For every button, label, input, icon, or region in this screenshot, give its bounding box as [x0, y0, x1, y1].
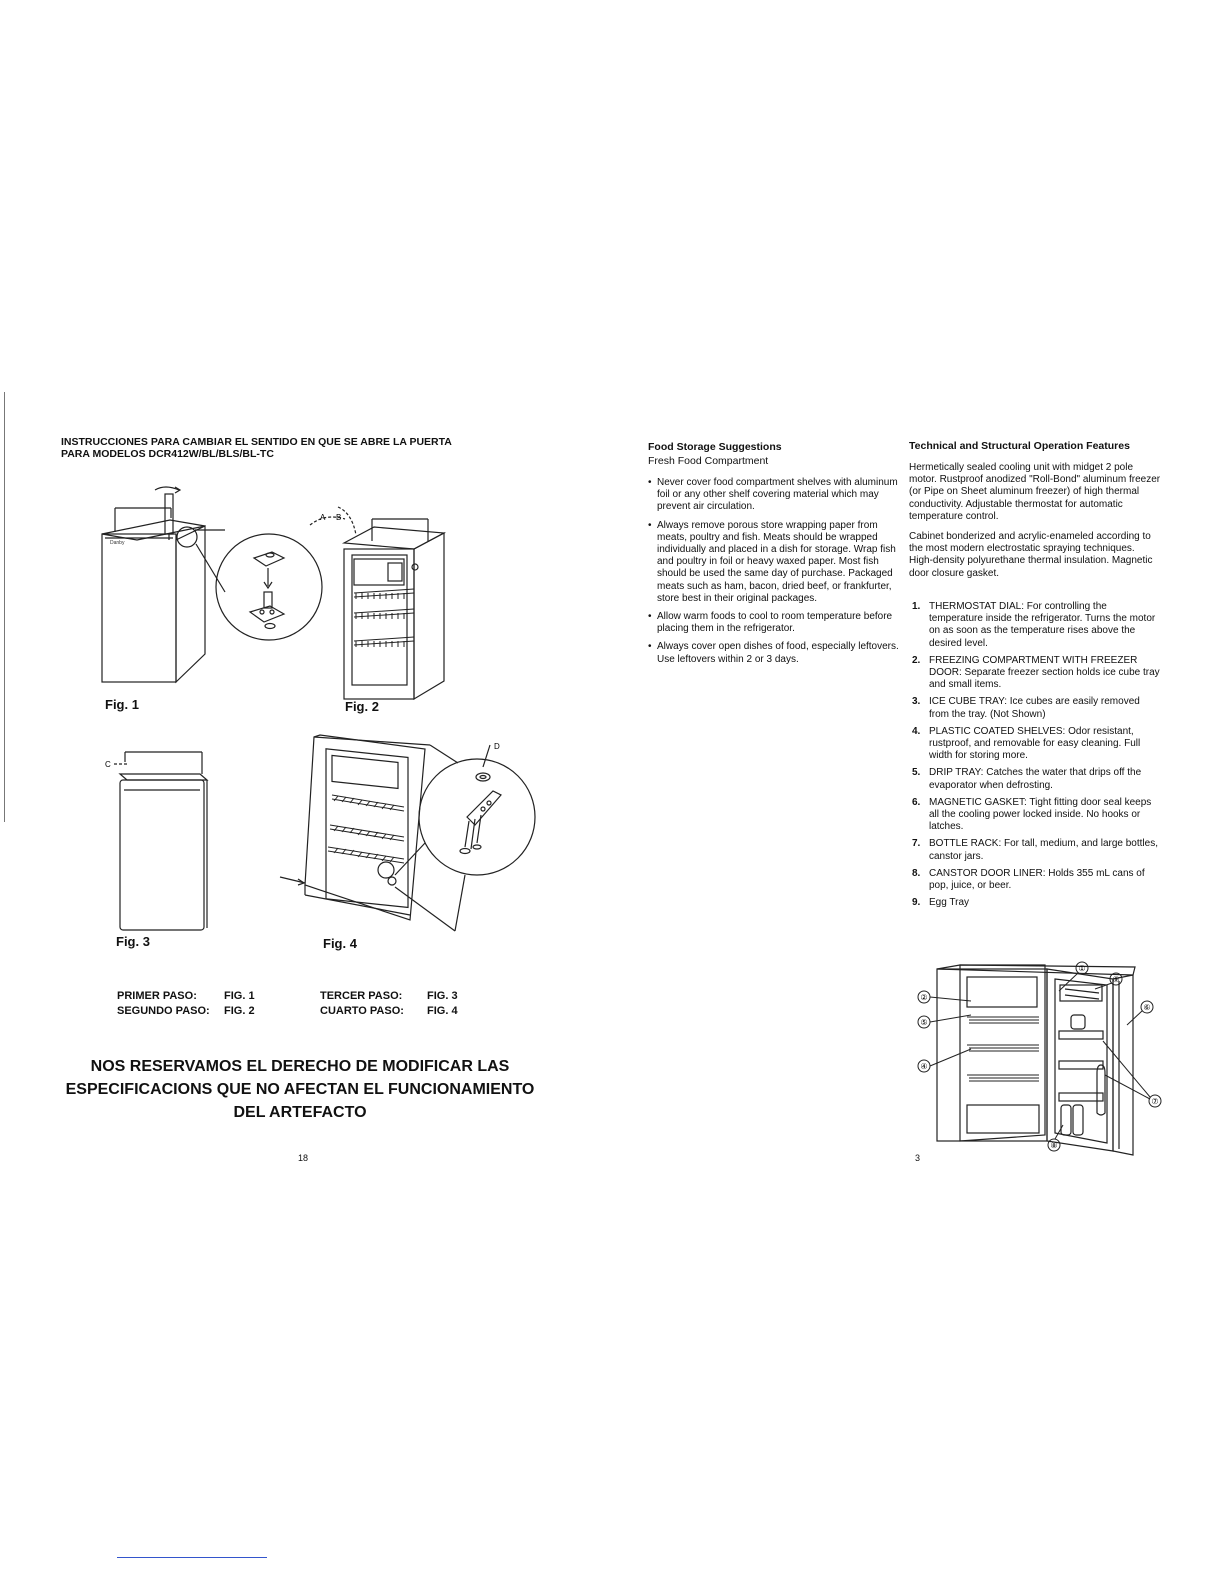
list-item: 2. FREEZING COMPARTMENT WITH FREEZER DOOR: Separate freezer section holds ice cube tray and small items.: [912, 654, 1160, 691]
fig2-label: Fig. 2: [345, 699, 379, 714]
list-item: • Always cover open dishes of food, especially leftovers. Use leftovers within 2 or 3 days.: [648, 641, 899, 665]
fig1-label: Fig. 1: [105, 697, 139, 712]
list-item: • Always remove porous store wrapping paper from meats, poultry and fish. Meats should be wrapped individually and placed in a dish for storage. Wrap fish and poultry in foil or heavy waxed paper. Most fish should be used the same day of purchase. Packaged meats such as ham, bacon, dried beef, or frankfurter, store best in their original packages.: [648, 519, 896, 604]
bullet: •: [648, 477, 652, 488]
fig2-illustration: [300, 505, 440, 705]
step-1-fig: FIG. 1: [224, 990, 255, 1002]
step-1-label: PRIMER PASO:: [117, 990, 197, 1002]
food-storage-title: Food Storage Suggestions: [648, 441, 782, 453]
list-item: 5. DRIP TRAY: Catches the water that drips off the evaporator when defrosting.: [912, 767, 1142, 791]
bullet: •: [648, 519, 652, 531]
list-item: 9. Egg Tray: [912, 897, 970, 909]
page-number-left: 18: [298, 1153, 309, 1163]
list-item: 7. BOTTLE RACK: For tall, medium, and large bottles, canstor jars.: [912, 838, 1158, 862]
page-edge-line: [4, 392, 5, 822]
bottom-rule: [117, 1557, 267, 1558]
list-item: 1. THERMOSTAT DIAL: For controlling the temperature inside the refrigerator. Turns the motor on as soon as the temperature rises above the desired level.: [912, 601, 1156, 649]
callout-d: D: [494, 742, 500, 751]
callout-9: ⑨: [1112, 975, 1120, 984]
svg-text:Danby: Danby: [110, 540, 125, 546]
list-item: 3. ICE CUBE TRAY: Ice cubes are easily removed from the tray. (Not Shown): [912, 696, 1140, 720]
list-item: • Never cover food compartment shelves with aluminum foil or any other shelf covering material which may prevent air circulation.: [648, 477, 898, 513]
step-4-fig: FIG. 4: [427, 1005, 458, 1017]
list-item: 4. PLASTIC COATED SHELVES: Odor resistant, rustproof, and removable for easy cleaning. Full width for storing more.: [912, 725, 1141, 762]
list-item: • Allow warm foods to cool to room temperature before placing them in the refrigerator.: [648, 611, 893, 635]
callout-5: ⑤: [920, 1018, 928, 1027]
refrigerator-parts-diagram: [905, 955, 1165, 1165]
page-number-right: 3: [915, 1153, 921, 1163]
callout-1: ①: [1078, 964, 1086, 973]
fig3-label: Fig. 3: [116, 934, 150, 949]
fig3-illustration: [100, 752, 210, 922]
tech-paragraph-1: Hermetically sealed cooling unit with midget 2 pole motor. Rustproof anodized "Roll-Bond" aluminum freezer (or Pipe on Sheet aluminum freezer) of high thermal conductivity. Adjustable thermostat for automatic temperature control.: [909, 462, 1161, 522]
callout-2: ②: [920, 993, 928, 1002]
callout-b: B: [336, 513, 342, 522]
tech-features-title: Technical and Structural Operation Features: [909, 440, 1130, 452]
callout-7: ⑦: [1151, 1097, 1159, 1106]
step-3-label: TERCER PASO:: [320, 990, 403, 1002]
fig4-label: Fig. 4: [323, 936, 357, 951]
list-item: 8. CANSTOR DOOR LINER: Holds 355 mL cans of pop, juice, or beer.: [912, 867, 1145, 892]
step-3-fig: FIG. 3: [427, 990, 458, 1002]
callout-c: C: [105, 760, 111, 769]
food-storage-list: [648, 477, 900, 672]
callout-6: ⑥: [1143, 1003, 1151, 1012]
features-list: [909, 601, 1161, 914]
step-2-fig: FIG. 2: [224, 1005, 255, 1017]
bullet: •: [648, 611, 652, 623]
door-reversal-title: INSTRUCCIONES PARA CAMBIAR EL SENTIDO EN QUE SE ABRE LA PUERTA PARA MODELOS DCR412W/BL/BLS/BL-TC: [61, 436, 452, 460]
fig4-hinge-detail: [417, 757, 537, 877]
modification-notice: NOS RESERVAMOS EL DERECHO DE MODIFICAR LAS ESPECIFICACIONS QUE NO AFECTAN EL FUNCIONAMIENTO DEL ARTEFACTO: [65, 1058, 535, 1121]
callout-4: ④: [920, 1062, 928, 1071]
callout-a: A: [320, 513, 326, 522]
callout-8: ⑧: [1050, 1141, 1058, 1150]
list-item: 6. MAGNETIC GASKET: Tight fitting door seal keeps all the cooling power locked inside. No hooks or latches.: [912, 796, 1152, 833]
food-storage-subtitle: Fresh Food Compartment: [648, 455, 769, 467]
step-2-label: SEGUNDO PASO:: [117, 1005, 210, 1017]
bullet: •: [648, 641, 652, 653]
step-4-label: CUARTO PASO:: [320, 1005, 404, 1017]
tech-paragraph-2: Cabinet bonderized and acrylic-enameled according to the most modern electrostatic spraying techniques. High-density polyurethane thermal insulation. Magnetic door closure gasket.: [909, 531, 1153, 579]
